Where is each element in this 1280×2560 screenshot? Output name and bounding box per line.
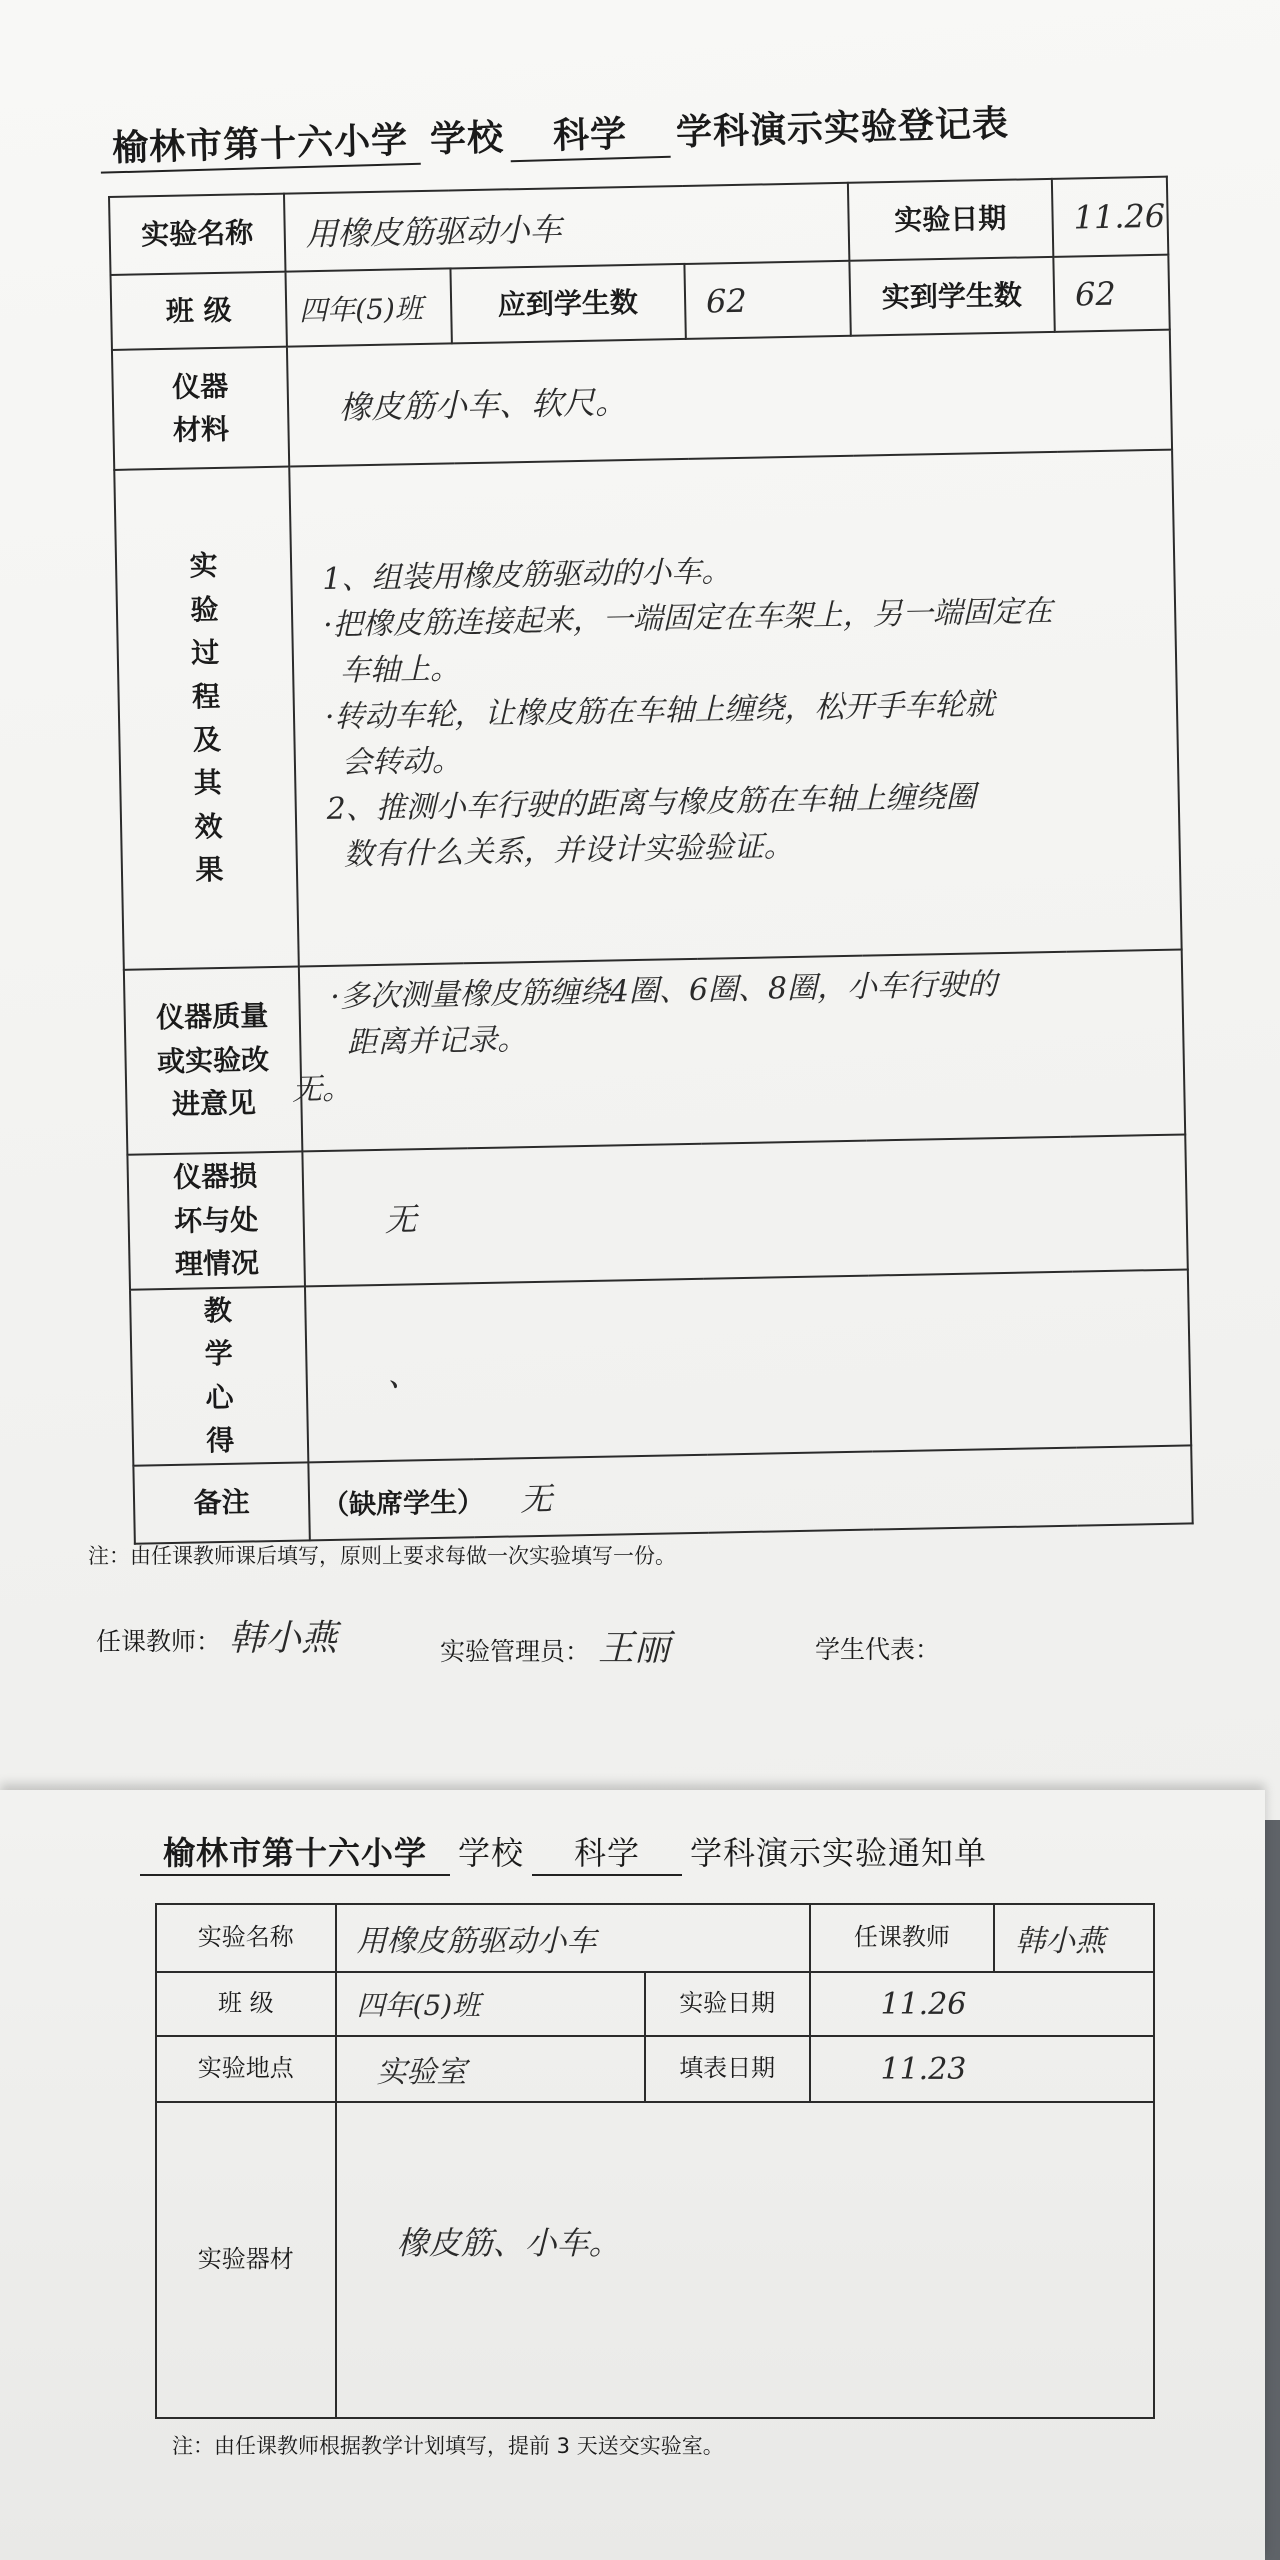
teacher-label: 任课教师：: [96, 1627, 222, 1656]
value-remarks-cell: [308, 1445, 1192, 1540]
notice-title-school: 榆林市第十六小学: [140, 1828, 450, 1876]
label-class: 班 级: [111, 272, 287, 350]
value-experiment-date: 11.26: [1052, 177, 1169, 257]
process-line: 会转动。: [341, 743, 463, 781]
record-table: [108, 176, 1194, 1545]
process-line: 数有什么关系，并设计实验验证。: [343, 828, 794, 873]
signature-admin: [440, 1620, 670, 1671]
record-title: [99, 95, 1009, 173]
process-line: 距离并记录。: [346, 1022, 528, 1061]
process-line: 车轴上。: [339, 651, 461, 689]
value-process: [289, 450, 1182, 967]
value-quality: 无。: [291, 1071, 353, 1108]
notice-sheet: [0, 1790, 1265, 2560]
record-note: 注：由任课教师课后填写，原则上要求每做一次实验填写一份。: [88, 1544, 676, 1568]
record-title-school-suffix: 学校: [429, 117, 505, 161]
signature-teacher: [96, 1610, 337, 1661]
student-label: 学生代表：: [815, 1635, 941, 1664]
notice-value-name: 用橡皮筋驱动小车: [336, 1904, 810, 1972]
admin-label: 实验管理员：: [440, 1637, 591, 1666]
label-remarks: 备注: [133, 1462, 309, 1543]
value-should-count: 62: [684, 261, 850, 339]
process-line: 2、推测小车行驶的距离与橡皮筋在车轴上缠绕圈: [326, 779, 977, 827]
label-experiment-date: 实验日期: [847, 179, 1053, 261]
notice-title-school-suffix: 学校: [458, 1834, 525, 1872]
notice-label-place: 实验地点: [156, 2036, 336, 2102]
admin-signature: 王丽: [598, 1628, 671, 1669]
process-line: 1、组装用橡皮筋驱动的小车。: [321, 554, 732, 597]
label-actual-count: 实到学生数: [849, 257, 1055, 336]
label-damage: 仪器损坏与处理情况: [127, 1151, 304, 1289]
notice-title-suffix: 学科演示实验通知单: [690, 1834, 988, 1872]
notice-value-materials: 橡皮筋、小车。: [336, 2102, 1154, 2418]
notice-label-teacher: 任课教师: [810, 1904, 995, 1972]
label-materials: 仪器材料: [112, 347, 289, 470]
label-process: 实验过程及其效果: [114, 467, 298, 970]
notice-title: [140, 1828, 987, 1876]
notice-value-date: 11.26: [810, 1972, 1155, 2036]
record-title-subject: 科学: [509, 105, 670, 162]
notice-note: 注：由任课教师根据教学计划填写，提前 3 天送交实验室。: [172, 2434, 724, 2458]
value-actual-count: 62: [1053, 255, 1169, 332]
process-line: ·转动车轮，让橡皮筋在车轴上缠绕，松开手车轮就: [324, 687, 995, 735]
value-remarks: 无: [519, 1479, 553, 1518]
value-materials: 橡皮筋小车、软尺。: [287, 330, 1172, 467]
value-class: 四年(5)班: [285, 268, 451, 346]
notice-value-teacher: 韩小燕: [994, 1904, 1154, 1972]
process-line: ·把橡皮筋连接起来，一端固定在车架上，另一端固定在: [322, 593, 1053, 643]
process-line: ·多次测量橡皮筋缠绕4圈、6圈、8圈，小车行驶的: [330, 967, 998, 1015]
signature-student: [815, 1630, 940, 1666]
record-title-suffix: 学科演示实验登记表: [675, 103, 1010, 154]
label-reflection: 教学心得: [130, 1286, 308, 1465]
notice-label-date: 实验日期: [645, 1972, 810, 2036]
notice-table: [155, 1903, 1155, 2419]
record-title-school: 榆林市第十六小学: [99, 112, 420, 174]
notice-value-class: 四年(5)班: [336, 1972, 645, 2036]
notice-value-fill-date: 11.23: [810, 2036, 1155, 2102]
notice-label-name: 实验名称: [156, 1904, 336, 1972]
notice-value-place: 实验室: [336, 2036, 645, 2102]
notice-label-materials: 实验器材: [156, 2102, 336, 2418]
label-experiment-name: 实验名称: [109, 194, 285, 275]
value-quality-cell: [291, 950, 1185, 1152]
notice-title-subject: 科学: [532, 1828, 682, 1876]
label-quality: 仪器质量或实验改进意见: [124, 966, 302, 1154]
value-damage: 无: [302, 1134, 1188, 1286]
notice-label-class: 班 级: [156, 1972, 336, 2036]
teacher-signature: 韩小燕: [229, 1618, 338, 1659]
label-absent-students: （缺席学生）: [321, 1486, 485, 1521]
notice-label-fill-date: 填表日期: [645, 2036, 810, 2102]
value-reflection: 、: [305, 1269, 1191, 1461]
value-experiment-name: 用橡皮筋驱动小车: [284, 183, 849, 272]
label-should-count: 应到学生数: [450, 264, 686, 343]
